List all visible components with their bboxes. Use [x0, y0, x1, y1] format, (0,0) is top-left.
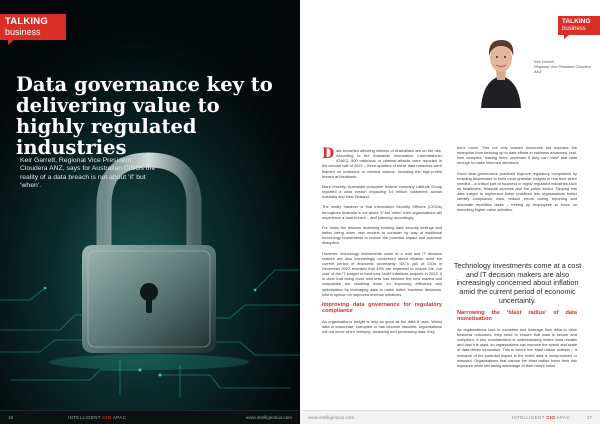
article-column-1	[322, 148, 442, 339]
padlock-circuit-image	[0, 0, 300, 410]
right-footer	[300, 410, 600, 424]
article-headline: Data governance key to delivering value to highly regulated industries	[16, 73, 273, 159]
publication-name: INTELLIGENT	[511, 415, 545, 420]
paragraph: The reality however is that Information Security Officers (CISOs) throughout Australia is not about ‘if’ but ‘when’ their organisations will experience a data breach – and planning accordingly.	[322, 204, 442, 220]
footer-url-left[interactable]: www.intelligentcio.com	[245, 415, 292, 420]
paragraph: For many the lessons reviewing existing data security settings and better being when new models to consider by way of additional technology investments to reduce the potential impact and business disruption.	[322, 224, 442, 246]
paragraph-1-text: ata breaches affecting millions of Australians are on the rise. According to the Australian Information Commissioner (OAIC), 500 malicious or criminal attacks were reported in the second half of 2022 – three-quarters of these data breaches were blamed on malicious or criminal actions, including the high-profile breach at Medibank.	[322, 148, 442, 179]
right-page	[300, 0, 600, 424]
paragraph: Good data governance practices improve regulatory compliance by enabling businesses to build more granular insights in real-time when needed – a critical part of business in highly regulated industries such as healthcare, financial services and the public sector. Tapping into data insight to implement these practices lets organisations better identify compliance risks, reduce errors during reporting and automate repetitive tasks – freeing up employees to focus on executing higher-value activities.	[457, 170, 577, 212]
publication-accent: CIO	[546, 415, 556, 420]
left-footer	[0, 410, 300, 424]
subheading-regulatory-compliance: Improving data governance for regulatory compliance	[322, 301, 442, 315]
author-portrait	[475, 18, 527, 108]
article-column-3	[457, 310, 577, 373]
publication-region: APAC	[112, 415, 127, 420]
publication-accent: CIO	[102, 415, 112, 420]
caption-title: Regional Vice President Cloudera ANZ	[534, 64, 591, 74]
page-number-left: 16	[8, 415, 14, 420]
subheading-blast-radius: Narrowing the ‘blast radius’ of data monetisation	[457, 310, 577, 323]
paragraph: An organisation’s insight is only as good as the data it uses. Whilst data is inaccurate, corrupted or has become obsolete, organisations will not move when verifying, cleansing and processing data, they	[322, 318, 442, 335]
article-column-2	[457, 145, 577, 217]
page-number-right: 17	[586, 415, 592, 420]
caption-name: Keir Garrett,	[534, 60, 555, 64]
talking-business-badge	[0, 14, 66, 40]
badge-line1: TALKING	[5, 16, 48, 27]
publication-name: INTELLIGENT	[68, 415, 101, 420]
badge-line2: business	[5, 26, 41, 37]
publication-region: APAC	[556, 415, 570, 420]
drop-cap: D	[322, 146, 335, 162]
publication-name-left	[68, 415, 126, 420]
paragraph: don’t move. This not only wastes resources but exposes the enterprise from keeping up to date efforts in business advanced, real-time analytics, leaving them uncertain if they can ‘trust’ that data enough to make informed decisions.	[457, 145, 577, 166]
article-standfirst: Keir Garrett, Regional Vice President, Cloudera ANZ, says for Australian CISOs the reality of a data breach is not about ‘if’ but ‘when’.	[20, 157, 156, 189]
paragraph: As organisations look to monetise and leverage their data to drive business outcomes, they need to ensure that data is secure and compliant. A key consideration is understanding where data resides and how it is used, so organisations can improve the speed and scale of data-driven innovation. This is where the ‘blast radius’ matters – a measure of the potential impact in the event data is compromised or misused. Organisations that narrow the blast radius lower their risk exposure while still taking advantage of their data’s value.	[457, 326, 577, 368]
paragraph: However, technology investments come at a cost and IT decision makers are also increasingly concerned about inflation amid the current period of economic uncertainty. IDC’s poll of CIOs in December 2022 revealed that 49% are expected to reduce the ‘run cost’ of the IT budget to fund new ‘build’ initiatives projects in 2023. It is clear that doing more with less has become the new mantra and companies are doubling down on improving efficiency and optimisation by leveraging data to make better business decisions, inform opinion on improved revenue initiatives.	[322, 250, 442, 297]
badge-line2: business	[562, 26, 586, 32]
talking-business-badge-small	[558, 16, 600, 35]
paragraph: More recently, Australian consumer finance company Latitude Group reported a data breach impacting 14 million customers across Australia and New Zealand.	[322, 183, 442, 200]
publication-name-right	[512, 415, 570, 420]
paragraph-1	[322, 148, 442, 179]
footer-url-right[interactable]: www.intelligentcio.com	[308, 415, 355, 420]
badge-line1: TALKING	[562, 17, 591, 25]
portrait-caption	[534, 60, 594, 74]
pull-quote: Technology investments come at a cost and IT decision makers are also increasingly concerned about inflation amid the current period of economic uncertainty.	[453, 261, 582, 305]
